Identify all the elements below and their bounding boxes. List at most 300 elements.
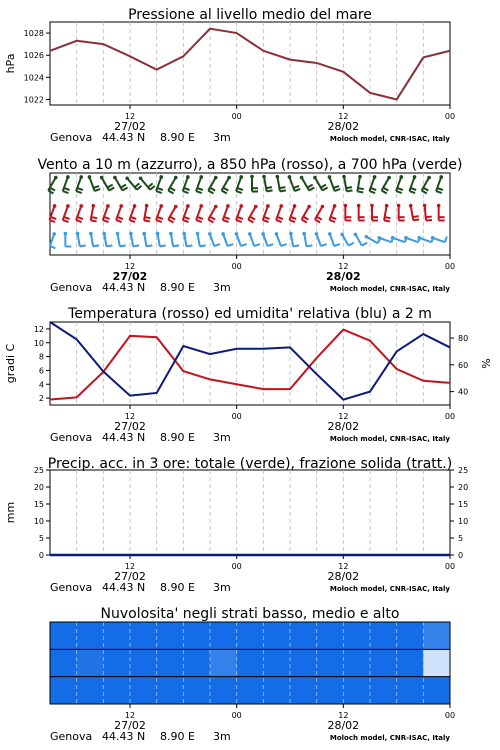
chart-title: Precip. acc. in 3 ore: totale (verde), frazione solida (tratt.) (47, 456, 453, 472)
wind-barb-feather (331, 217, 337, 219)
wind-barb-head (239, 204, 243, 208)
x-tick-label: 00 (231, 112, 242, 121)
panel-frame (50, 22, 450, 105)
x-tick-label: 00 (444, 112, 456, 121)
station-lat: 44.43 N (102, 131, 146, 144)
y-tick-label-right: 40 (458, 387, 469, 397)
wind-barb-feather (129, 220, 135, 222)
cloud-cell (183, 622, 210, 649)
wind-barb-head (53, 204, 57, 208)
wind-barb-feather (358, 188, 364, 189)
station-name: Genova (50, 730, 93, 743)
wind-barb-head (275, 232, 279, 236)
wind-barb-feather (333, 186, 339, 188)
y-tick-label: 15 (33, 500, 44, 509)
wind-barb-shaft (315, 178, 323, 191)
station-lon: 8.90 E (160, 730, 195, 743)
wind-barb-head (116, 232, 120, 236)
wind-barb-feather (197, 188, 203, 190)
x-tick-label: 00 (231, 711, 242, 720)
wind-barb-head (88, 175, 92, 179)
wind-barb-head (266, 204, 270, 208)
x-tick-label: 00 (444, 262, 456, 271)
y-tick-label: 1022 (23, 95, 44, 105)
date-label: 27/02 (114, 570, 146, 583)
wind-barb-feather (104, 217, 110, 219)
station-lat: 44.43 N (102, 730, 146, 743)
wind-barb-head (169, 232, 173, 236)
wind-barb-feather (347, 190, 353, 191)
wind-barb-head (333, 204, 337, 208)
wind-barb-head (250, 175, 254, 179)
wind-barb-shaft (419, 238, 431, 242)
station-alt: 3m (213, 581, 231, 594)
date-label: 28/02 (326, 270, 361, 283)
cloud-cell (290, 649, 317, 676)
station-lon: 8.90 E (160, 581, 195, 594)
wind-barb-shaft (411, 206, 414, 221)
wind-barb-shaft (223, 234, 227, 246)
cloud-cell (317, 649, 344, 676)
y-tick-label-right: 20 (458, 483, 469, 492)
wind-barb-head (129, 232, 133, 236)
cloud-cell (263, 649, 290, 676)
cloud-cell (210, 677, 237, 704)
cloud-cell (423, 622, 450, 649)
temperature-line (50, 330, 450, 400)
wind-barb-shaft (250, 234, 254, 246)
wind-barb-head (377, 236, 381, 240)
wind-barb-feather (183, 191, 189, 193)
wind-barb-head (307, 205, 311, 209)
panel-pressure (4, 7, 455, 144)
wind-barb-feather (91, 217, 97, 218)
date-label: 28/02 (327, 420, 360, 433)
wind-barb-feather (50, 246, 56, 248)
wind-barb-feather (168, 219, 173, 222)
wind-barb-shaft (379, 238, 391, 242)
date-label: 27/02 (114, 420, 146, 433)
cloud-cell (423, 677, 450, 704)
wind-barb-feather (145, 217, 151, 218)
wind-barb-head (439, 175, 443, 179)
wind-barb-shaft (330, 234, 334, 246)
wind-barb-feather (224, 217, 230, 219)
wind-barb-head (119, 204, 123, 208)
wind-barb-head (373, 175, 377, 179)
cloud-cell (77, 677, 104, 704)
wind-barb-head (100, 176, 104, 180)
wind-barb-head (313, 176, 317, 180)
wind-barb-head (66, 175, 70, 179)
wind-barb-head (199, 204, 203, 208)
wind-barb-head (64, 232, 68, 236)
wind-barb-feather (276, 220, 282, 222)
wind-barb-shaft (291, 234, 293, 247)
wind-barb-feather (317, 217, 322, 220)
wind-barb-feather (208, 190, 213, 193)
wind-barb-feather (383, 188, 388, 191)
station-lat: 44.43 N (102, 281, 146, 294)
wind-barb-feather (77, 217, 83, 219)
y-axis-label: mm (4, 501, 17, 524)
wind-barb-head (397, 204, 401, 208)
wind-barb-feather (302, 219, 307, 222)
wind-barb-feather (315, 219, 320, 222)
wind-barb-feather (156, 220, 162, 222)
credit-label: Moloch model, CNR-ISAC, Italy (329, 135, 450, 143)
cloud-cell (130, 649, 157, 676)
wind-barb-feather (196, 220, 202, 222)
wind-barb-shaft (302, 178, 310, 191)
wind-barb-feather (267, 190, 273, 191)
wind-barb-feather (135, 183, 140, 187)
y-axis-label: gradi C (4, 343, 17, 384)
panel-clouds (50, 606, 455, 743)
x-tick-label: 12 (338, 562, 349, 571)
cloud-cell (237, 649, 264, 676)
wind-barb-head (248, 232, 252, 236)
wind-barb-shaft (171, 234, 173, 247)
wind-barb-feather (109, 187, 114, 190)
credit-label: Moloch model, CNR-ISAC, Italy (329, 585, 450, 593)
y-tick-label-right: 25 (458, 466, 469, 475)
wind-barb-feather (133, 245, 139, 246)
wind-barb-feather (131, 217, 137, 219)
y-tick-label: 1028 (23, 29, 44, 39)
y-tick-label: 10 (33, 517, 44, 526)
date-label: 27/02 (114, 120, 146, 133)
wind-barb-head (385, 204, 389, 208)
wind-barb-head (254, 205, 258, 209)
wind-barb-head (357, 204, 361, 208)
wind-barb-feather (264, 217, 270, 219)
station-name: Genova (50, 281, 93, 294)
cloud-cell (157, 622, 184, 649)
wind-barb-feather (335, 189, 341, 191)
y-tick-label: 2 (38, 394, 44, 404)
wind-barb-feather (369, 191, 375, 193)
wind-barb-feather (103, 220, 109, 222)
cloud-cell (290, 677, 317, 704)
cloud-cell (263, 622, 290, 649)
wind-barb-feather (106, 245, 112, 246)
wind-barb-feather (80, 245, 86, 246)
wind-barb-feather (173, 245, 179, 246)
wind-barb-feather (223, 220, 229, 222)
x-tick-label: 12 (124, 412, 136, 421)
date-label: 28/02 (327, 120, 360, 133)
wind-barb-head (315, 232, 319, 236)
wind-barb-feather (186, 245, 192, 246)
wind-barb-feather (382, 190, 387, 193)
wind-barb-shaft (236, 234, 240, 246)
cloud-cell (237, 622, 264, 649)
cloud-cell (130, 622, 157, 649)
wind-barb-head (214, 205, 218, 209)
wind-barb-feather (210, 188, 215, 191)
wind-barb-shaft (433, 238, 445, 242)
station-lat: 44.43 N (102, 581, 146, 594)
x-tick-label: 12 (338, 112, 349, 121)
wind-barb-feather (357, 191, 363, 192)
y-axis-label-right: % (480, 358, 493, 369)
wind-barb-head (399, 175, 403, 179)
y-tick-label-right: 0 (458, 551, 464, 560)
wind-barb-feather (422, 190, 427, 193)
cloud-cell (317, 622, 344, 649)
wind-barb-feather (95, 189, 101, 191)
wind-barb-feather (291, 217, 297, 219)
x-tick-label: 00 (231, 562, 242, 571)
wind-barb-feather (362, 243, 367, 246)
wind-barb-feather (423, 188, 428, 191)
wind-barb-shaft (304, 234, 306, 247)
y-tick-label: 20 (33, 483, 44, 492)
wind-barb-feather (396, 191, 402, 193)
chart-title: Pressione al livello medio del mare (128, 7, 372, 23)
wind-barb-head (89, 232, 93, 236)
cloud-cell (397, 622, 424, 649)
wind-barb-feather (48, 190, 53, 193)
panel-frame (50, 470, 450, 555)
cloud-cell (210, 649, 237, 676)
wind-barb-feather (64, 217, 70, 219)
cloud-cell (290, 622, 317, 649)
wind-barb-feather (436, 191, 442, 193)
wind-barb-feather (279, 187, 285, 188)
wind-barb-feather (426, 220, 432, 221)
wind-barb-feather (371, 188, 377, 190)
wind-barb-head (417, 236, 421, 240)
station-name: Genova (50, 431, 93, 444)
wind-barb-feather (168, 190, 173, 193)
wind-barb-head (413, 175, 417, 179)
humidity-line (50, 322, 450, 400)
wind-barb-feather (397, 188, 403, 190)
wind-barb-feather (121, 185, 126, 188)
wind-barb-feather (277, 217, 283, 219)
wind-barb-feather (222, 190, 227, 193)
wind-barb-head (279, 204, 283, 208)
wind-barb-shaft (406, 238, 418, 242)
wind-barb-shaft (115, 178, 123, 191)
wind-barb-feather (160, 245, 166, 246)
wind-barb-feather (76, 220, 82, 222)
station-alt: 3m (213, 131, 231, 144)
wind-barb-head (174, 176, 178, 180)
cloud-cell (77, 622, 104, 649)
wind-barb-head (288, 175, 292, 179)
wind-barb-feather (210, 217, 215, 220)
wind-barb-shaft (277, 177, 280, 192)
wind-barb-head (52, 232, 56, 236)
wind-barb-shaft (329, 177, 334, 191)
wind-barb-feather (150, 186, 155, 190)
y-tick-label-right: 60 (458, 360, 469, 370)
wind-barb-head (174, 205, 178, 209)
wind-barb-feather (184, 188, 190, 190)
wind-barb-head (328, 175, 332, 179)
cloud-cell (397, 677, 424, 704)
wind-barb-head (113, 176, 117, 180)
wind-barb-feather (241, 244, 247, 246)
wind-barb-head (186, 175, 190, 179)
x-tick-label: 12 (124, 112, 136, 121)
wind-barb-head (423, 204, 427, 208)
cloud-cell (397, 649, 424, 676)
wind-barb-head (226, 204, 230, 208)
wind-barb-feather (329, 220, 335, 222)
wind-barb-feather (413, 219, 419, 220)
wind-barb-feather (236, 220, 242, 222)
wind-barb-feather (63, 191, 69, 193)
wind-barb-head (182, 232, 186, 236)
station-name: Genova (50, 581, 93, 594)
wind-barb-feather (146, 245, 152, 246)
station-lon: 8.90 E (160, 431, 195, 444)
wind-barb-feather (77, 188, 83, 190)
y-tick-label: 1024 (23, 73, 44, 83)
panel-precipitation (4, 456, 468, 594)
cloud-cell (183, 677, 210, 704)
wind-barb-head (276, 175, 280, 179)
cloud-cell (370, 649, 397, 676)
wind-barb-head (106, 204, 110, 208)
x-tick-label: 12 (124, 711, 136, 720)
credit-label: Moloch model, CNR-ISAC, Italy (329, 285, 450, 293)
wind-barb-feather (64, 188, 70, 190)
cloud-cell (157, 649, 184, 676)
date-label: 27/02 (114, 719, 146, 732)
wind-barb-feather (170, 217, 175, 220)
wind-barb-feather (411, 188, 417, 190)
wind-barb-feather (321, 185, 326, 188)
wind-barb-feather (63, 220, 69, 222)
wind-barb-feather (208, 219, 213, 222)
wind-barb-shaft (425, 206, 426, 221)
y-tick-label: 0 (38, 551, 44, 560)
wind-barb-shaft (393, 238, 405, 242)
wind-barb-feather (76, 191, 82, 193)
wind-barb-feather (384, 220, 390, 221)
wind-barb-head (387, 176, 391, 180)
y-axis-label: hPa (4, 53, 17, 74)
cloud-cell (103, 677, 130, 704)
wind-barb-head (302, 232, 306, 236)
cloud-cell (343, 649, 370, 676)
wind-barb-feather (437, 188, 443, 190)
wind-barb-head (437, 204, 441, 208)
wind-barb-feather (184, 217, 190, 219)
wind-barb-head (404, 236, 408, 240)
cloud-cell (50, 649, 77, 676)
wind-barb-feather (157, 217, 163, 219)
panel-wind (37, 157, 462, 294)
wind-barb-feather (137, 186, 142, 190)
wind-barb-feather (346, 187, 352, 188)
wind-barb-head (344, 204, 348, 208)
wind-barb-shaft (104, 234, 106, 247)
wind-barb-head (391, 236, 395, 240)
credit-label: Moloch model, CNR-ISAC, Italy (329, 435, 450, 443)
cloud-cell (77, 649, 104, 676)
wind-barb-feather (120, 245, 126, 246)
wind-barb-feather (413, 216, 419, 217)
wind-barb-head (300, 176, 304, 180)
cloud-cell (130, 677, 157, 704)
wind-barb-shaft (91, 234, 93, 247)
wind-barb-head (125, 176, 129, 180)
wind-barb-head (289, 232, 293, 236)
wind-barb-shaft (184, 234, 186, 247)
chart-title: Vento a 10 m (azzurro), a 850 hPa (rosso), a 700 hPa (verde) (37, 157, 463, 173)
wind-barb-feather (254, 244, 260, 246)
wind-barb-feather (295, 189, 301, 191)
wind-barb-head (239, 175, 243, 179)
wind-barb-shaft (344, 177, 347, 192)
x-tick-label: 00 (231, 412, 242, 421)
wind-barb-shaft (118, 234, 120, 247)
wind-barb-feather (170, 188, 175, 191)
wind-barb-feather (196, 191, 202, 193)
cloud-cell (317, 677, 344, 704)
cloud-cell (50, 677, 77, 704)
y-tick-label: 6 (38, 366, 44, 376)
station-lat: 44.43 N (102, 431, 146, 444)
wind-barb-shaft (198, 234, 200, 247)
wind-barb-head (159, 175, 163, 179)
wind-barb-head (156, 232, 160, 236)
y-tick-label: 4 (38, 380, 44, 390)
y-tick-label-right: 80 (458, 334, 469, 344)
wind-barb-shaft (366, 237, 377, 244)
wind-barb-feather (266, 187, 272, 188)
wind-barb-feather (50, 188, 55, 191)
wind-barb-feather (349, 243, 354, 246)
cloud-cell (370, 622, 397, 649)
wind-barb-shaft (158, 234, 160, 247)
wind-barb-feather (223, 188, 228, 191)
x-tick-label: 12 (338, 262, 349, 271)
wind-barb-feather (280, 190, 286, 191)
wind-barb-head (139, 176, 143, 180)
wind-barb-shaft (210, 234, 214, 246)
wind-barb-shaft (263, 234, 267, 246)
y-tick-label-right: 10 (458, 517, 469, 526)
chart-title: Temperatura (rosso) ed umidita' relativa (blu) a 2 m (68, 306, 432, 322)
wind-barb-feather (385, 217, 391, 218)
wind-barb-feather (293, 186, 299, 188)
wind-barb-feather (248, 219, 253, 222)
wind-barb-shaft (102, 178, 110, 191)
wind-barb-head (235, 232, 239, 236)
wind-barb-feather (107, 185, 112, 188)
station-alt: 3m (213, 730, 231, 743)
wind-barb-head (142, 232, 146, 236)
y-tick-label: 12 (33, 324, 44, 334)
wind-barb-head (321, 205, 325, 209)
wind-barb-head (427, 176, 431, 180)
wind-barb-feather (321, 244, 327, 246)
cloud-cell (103, 649, 130, 676)
wind-barb-head (342, 175, 346, 179)
wind-barb-shaft (355, 234, 362, 245)
wind-barb-feather (237, 217, 243, 219)
x-tick-label: 12 (338, 412, 349, 421)
wind-barb-feather (293, 245, 299, 246)
x-tick-label: 00 (444, 711, 456, 720)
